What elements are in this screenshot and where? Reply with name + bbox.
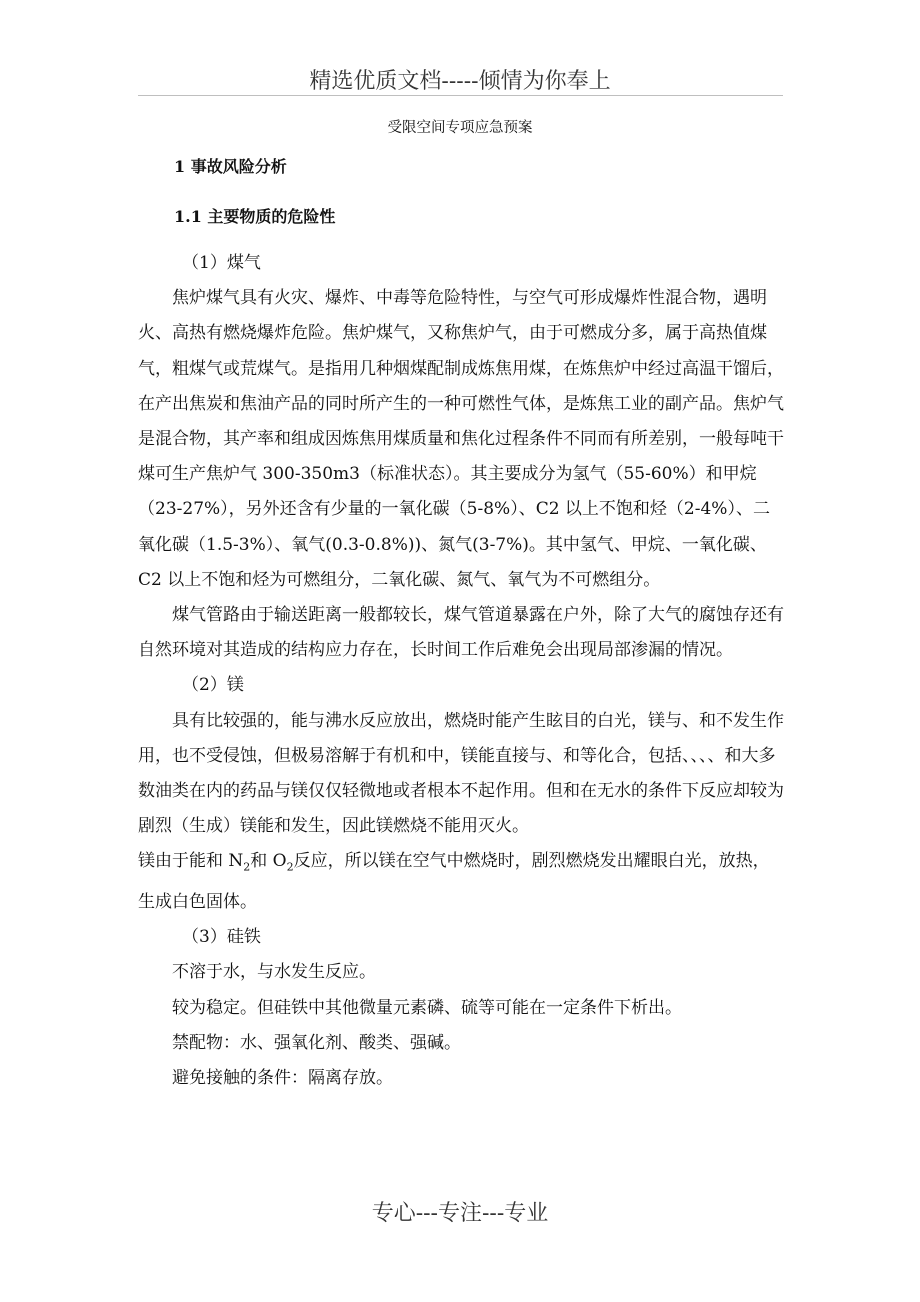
page-footer: 专心---专注---专业 [371, 1201, 549, 1226]
magnesium-text-part3: 反应，所以镁在空气中燃烧时，剧烈燃烧发出耀眼白光，放热，生成白色固体。 [138, 851, 770, 913]
subsection-label-magnesium: （2）镁 [182, 675, 244, 696]
paragraph-gas-properties: 焦炉煤气具有火灾、爆炸、中毒等危险特性，与空气可形成爆炸性混合物，遇明火、高热有燃烧爆炸危险。焦炉煤气，又称焦炉气，由于可燃成分多，属于高热值煤气，粗煤气或荒煤气。是指用几种烟煤配制成炼焦用煤，在炼焦炉中经过高温干馏后，在产出焦炭和焦油产品的同时所产生的一种可燃性气体，是炼焦工业的副产品。焦炉气是混合物，其产率和组成因炼焦用煤质量和焦化过程条件不同而有所差别，一般每吨干煤可生产焦炉气 300-350m3（标准状态）。其主要成分为氢气（55-60%）和甲烷（23-27%），另外还含有少量的一氧化碳（5-8%）、C2 以上不饱和烃（2-4%）、二氧化碳（1.5-3%）、氧气(0.3-0.8%))、氮气(3-7%)。其中氢气、甲烷、一氧化碳、C2 以上不饱和烃为可燃组分，二氧化碳、氮气、氧气为不可燃组分。 [138, 288, 784, 590]
magnesium-text-part1: 镁由于能和 N [138, 851, 244, 872]
paragraph-magnesium-properties: 具有比较强的，能与沸水反应放出，燃烧时能产生眩目的白光，镁与、和不发生作用，也不受侵蚀，但极易溶解于有机和中，镁能直接与、和等化合，包括、、、、和大多数油类在内的药品与镁仅仅轻微地或者根本不起作用。但和在无水的条件下反应却较为剧烈（生成）镁能和发生，因此镁燃烧不能用灭火。 [138, 710, 784, 837]
n2-subscript: 2 [243, 860, 251, 874]
o2-subscript: 2 [286, 860, 294, 874]
section-heading-1-1: 1.1 主要物质的危险性 [174, 207, 336, 226]
ferrosilicon-line-3: 禁配物：水、强氧化剂、酸类、强碱。 [172, 1032, 461, 1053]
subsection-label-ferrosilicon: （3）硅铁 [182, 927, 261, 948]
subsection-label-gas: （1）煤气 [182, 253, 261, 273]
section-heading-1: 1 事故风险分析 [174, 157, 287, 176]
document-body [138, 246, 786, 1096]
page-header: 精选优质文档-----倾情为你奉上 [309, 69, 611, 94]
paragraph-gas-pipeline: 煤气管路由于输送距离一般都较长，煤气管道暴露在户外，除了大气的腐蚀存还有自然环境对其造成的结构应力存在，长时间工作后难免会出现局部渗漏的情况。 [138, 605, 784, 661]
paragraph-magnesium-combustion [138, 844, 786, 920]
header-divider [138, 95, 783, 96]
ferrosilicon-line-1: 不溶于水，与水发生反应。 [172, 962, 376, 983]
magnesium-text-part2: 和 O [250, 851, 287, 872]
document-title: 受限空间专项应急预案 [387, 120, 533, 136]
ferrosilicon-line-2: 较为稳定。但硅铁中其他微量元素磷、硫等可能在一定条件下析出。 [172, 997, 682, 1018]
ferrosilicon-line-4: 避免接触的条件：隔离存放。 [172, 1068, 393, 1089]
